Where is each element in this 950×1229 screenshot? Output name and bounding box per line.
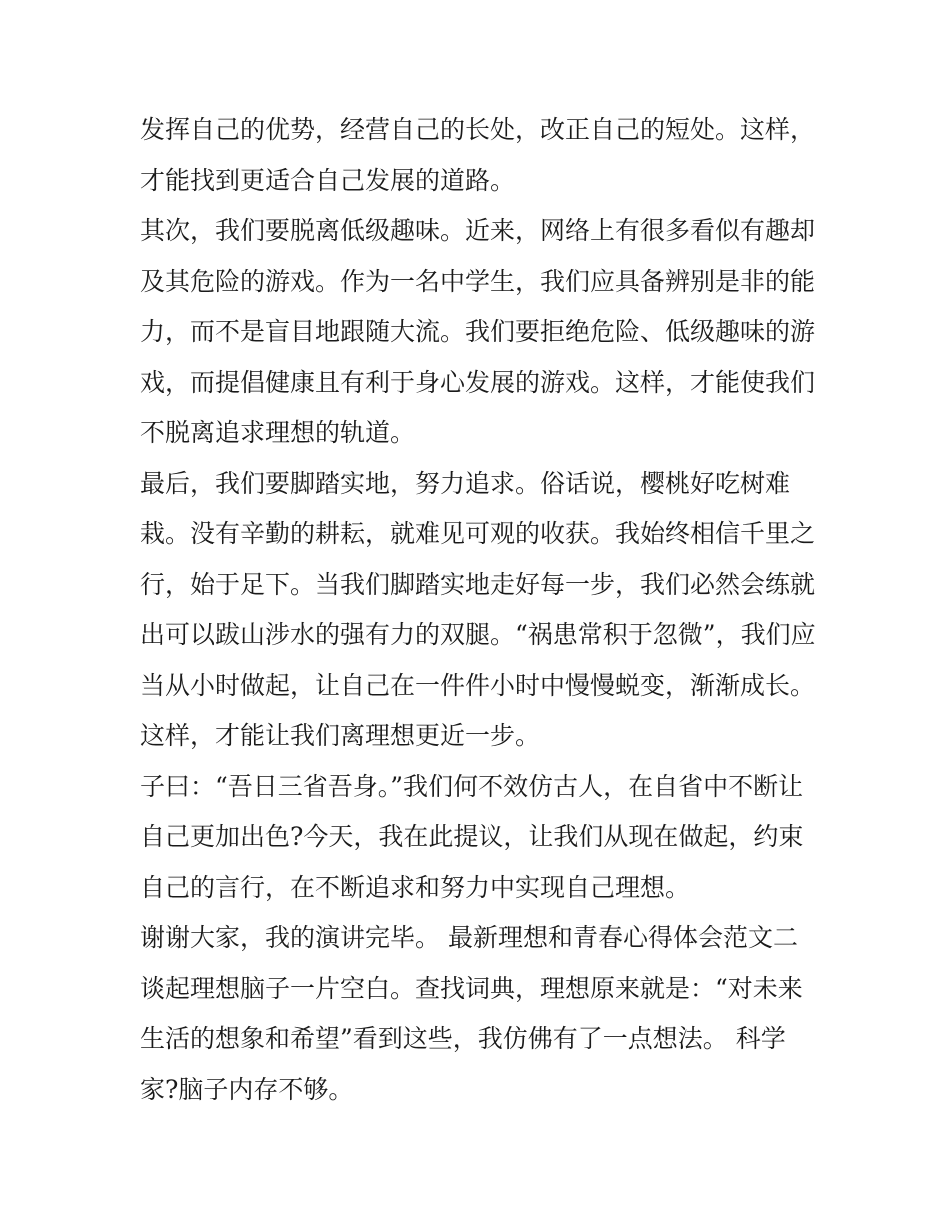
text-line-19: 生活的想象和希望”看到这些，我仿佛有了一点想法。 科学 — [140, 1024, 786, 1053]
text-line-11: 出可以跋山涉水的强有力的双腿。“祸患常积于忽微”，我们应 — [140, 620, 816, 649]
text-line-9: 栽。没有辛勤的耕耘，就难见可观的收获。我始终相信千里之 — [140, 519, 816, 548]
text-line-2: 才能找到更适合自己发展的道路。 — [140, 165, 516, 195]
text-line-20: 家?脑子内存不够。 — [140, 1074, 354, 1104]
text-line-6: 戏，而提倡健康且有利于身心发展的游戏。这样，才能使我们 — [140, 367, 816, 397]
text-line-1: 发挥自己的优势，经营自己的长处，改正自己的短处。这样， — [140, 115, 816, 144]
text-line-5: 力，而不是盲目地跟随大流。我们要拒绝危险、低级趣味的游 — [140, 317, 816, 346]
text-line-3: 其次，我们要脱离低级趣味。近来，网络上有很多看似有趣却 — [140, 216, 816, 245]
body-text — [140, 105, 820, 1115]
text-line-8: 最后，我们要脚踏实地，努力追求。俗话说，樱桃好吃树难 — [140, 468, 791, 498]
text-line-12: 当从小时做起，让自己在一件件小时中慢慢蜕变，渐渐成长。 — [140, 670, 816, 700]
text-line-16: 自己的言行，在不断追求和努力中实现自己理想。 — [140, 872, 691, 902]
text-line-10: 行，始于足下。当我们脚踏实地走好每一步，我们必然会练就 — [140, 569, 816, 599]
text-line-4: 及其危险的游戏。作为一名中学生，我们应具备辨别是非的能 — [140, 266, 816, 296]
text-line-14: 子曰：“吾日三省吾身。”我们何不效仿古人，在自省中不断让 — [140, 771, 804, 801]
text-line-17: 谢谢大家，我的演讲完毕。 最新理想和青春心得体会范文二 — [140, 923, 798, 952]
text-line-15: 自己更加出色?今天，我在此提议，让我们从现在做起，约束 — [140, 822, 804, 851]
text-line-18: 谈起理想脑子一片空白。查找词典，理想原来就是：“对未来 — [140, 973, 803, 1003]
text-line-7: 不脱离追求理想的轨道。 — [140, 418, 416, 447]
text-line-13: 这样，才能让我们离理想更近一步。 — [140, 721, 541, 750]
